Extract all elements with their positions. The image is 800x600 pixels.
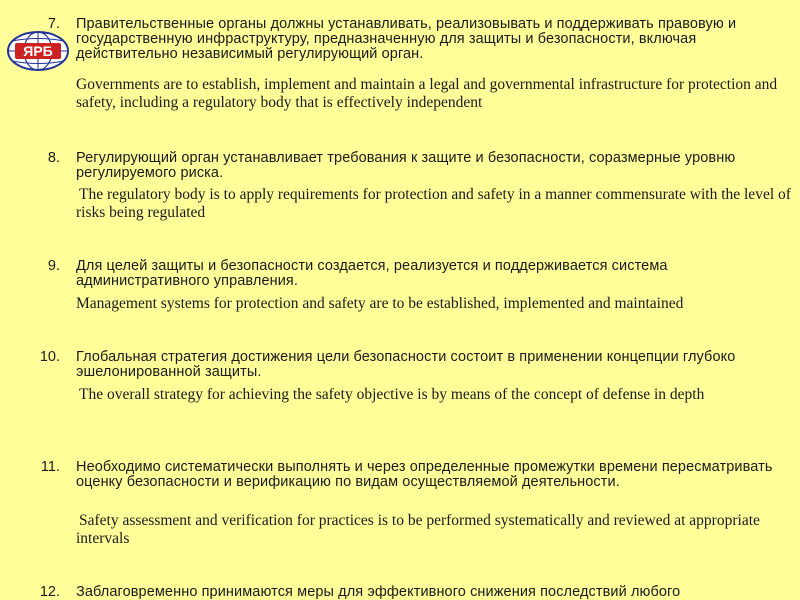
item-text-ru: Заблаговременно принимаются меры для эффективного снижения последствий любого — [76, 584, 681, 600]
item-text-en: The regulatory body is to apply requirements for protection and safety in a manner commensurate with the level of risks being regulated — [76, 186, 791, 221]
item-text-en: Governments are to establish, implement and maintain a legal and governmental infrastructure for protection and safety, including a regulatory body that is effectively independent — [76, 76, 778, 111]
item-number: 12. — [39, 584, 60, 600]
item-text-en: Safety assessment and verification for practices is to be performed systematically and reviewed at appropriate intervals — [76, 512, 760, 547]
item-number: 10. — [39, 349, 60, 365]
item-text-ru: Глобальная стратегия достижения цели безопасности состоит в применении концепции глубоко эшелонированной защиты. — [76, 349, 736, 380]
item-text-en: The overall strategy for achieving the safety objective is by means of the concept of defense in depth — [79, 386, 705, 403]
item-number: 7. — [47, 16, 60, 32]
item-number: 8. — [47, 150, 60, 166]
item-text-en: Management systems for protection and safety are to be established, implemented and maintained — [76, 295, 684, 312]
logo-text: ЯРБ — [23, 43, 53, 59]
item-text-ru: Регулирующий орган устанавливает требования к защите и безопасности, соразмерные уровню регулируемого риска. — [76, 150, 736, 181]
item-text-ru: Для целей защиты и безопасности создается, реализуется и поддерживается система административного управления. — [76, 258, 668, 289]
item-number: 9. — [47, 258, 60, 274]
globe-logo-icon — [3, 30, 73, 72]
item-number: 11. — [40, 459, 60, 475]
item-text-ru: Правительственные органы должны устанавливать, реализовывать и поддерживать правовую и государственную инфраструктуру, предназначенную для защиты и безопасности, включая действительно независимый регулирующий орган. — [76, 16, 737, 62]
item-text-ru: Необходимо систематически выполнять и через определенные промежутки времени пересматривать оценку безопасности и верификацию по видам осуществляемой деятельности. — [76, 459, 773, 490]
